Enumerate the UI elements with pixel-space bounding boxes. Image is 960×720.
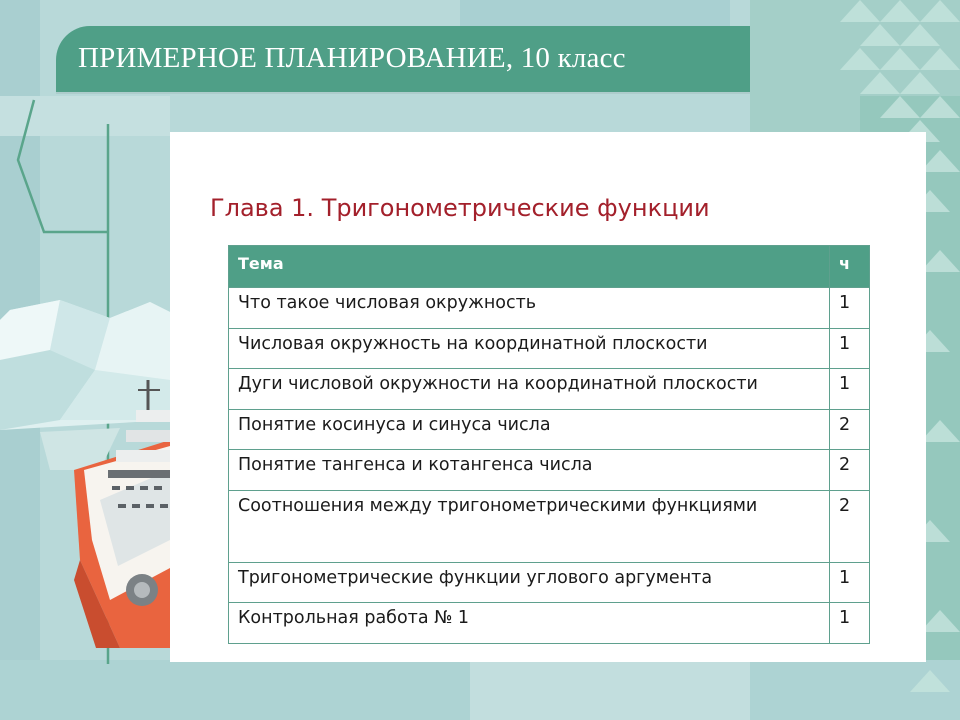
topic-cell: Тригонометрические функции углового аргумента: [229, 562, 830, 603]
hours-cell: 1: [830, 562, 870, 603]
hours-cell: 2: [830, 490, 870, 562]
column-header-topic: Тема: [229, 246, 830, 288]
slide-title: ПРИМЕРНОЕ ПЛАНИРОВАНИЕ, 10 класс: [78, 42, 626, 74]
table-row: [229, 288, 870, 329]
hours-cell: 1: [830, 603, 870, 644]
table-row: [229, 328, 870, 369]
topic-cell: Что такое числовая окружность: [229, 288, 830, 329]
hours-cell: 2: [830, 409, 870, 450]
planning-table: [228, 245, 870, 644]
chapter-heading: Глава 1. Тригонометрические функции: [210, 194, 710, 222]
topic-cell: Понятие косинуса и синуса числа: [229, 409, 830, 450]
table-row: [229, 490, 870, 562]
table-header-row: [229, 246, 870, 288]
table-row: [229, 369, 870, 410]
table-row: [229, 562, 870, 603]
table-row: [229, 603, 870, 644]
table-row: [229, 409, 870, 450]
title-banner: [56, 26, 750, 92]
hours-cell: 2: [830, 450, 870, 491]
hours-cell: 1: [830, 328, 870, 369]
column-header-hours: ч: [830, 246, 870, 288]
table-row: [229, 450, 870, 491]
topic-cell: Числовая окружность на координатной плоскости: [229, 328, 830, 369]
hours-cell: 1: [830, 369, 870, 410]
topic-cell: Понятие тангенса и котангенса числа: [229, 450, 830, 491]
topic-cell: Соотношения между тригонометрическими функциями: [229, 490, 830, 562]
topic-cell: Дуги числовой окружности на координатной плоскости: [229, 369, 830, 410]
hours-cell: 1: [830, 288, 870, 329]
content-panel: [170, 132, 926, 662]
topic-cell: Контрольная работа № 1: [229, 603, 830, 644]
